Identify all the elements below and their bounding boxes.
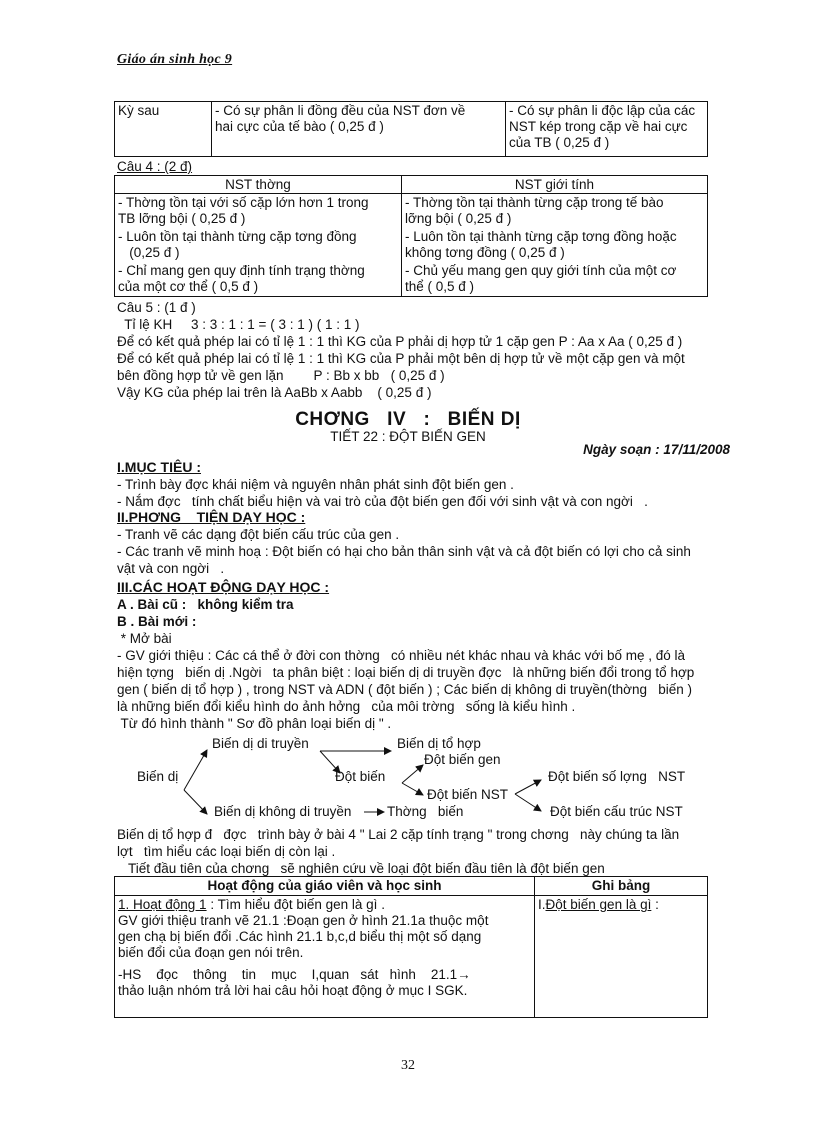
body-line: * Mở bài (117, 631, 172, 646)
arrow-to-number-mutation (515, 780, 541, 794)
activity-label: 1. Hoạt động 1 (118, 897, 207, 912)
lesson-title: TIẾT 22 : ĐỘT BIẾN GEN (330, 429, 486, 444)
node-bien-di: Biến dị (137, 769, 179, 784)
after-diagram-text (117, 826, 679, 877)
body-line: - Trình bày đợc khái niệm và nguyên nhân phát sinh đột biến gen . (117, 477, 514, 492)
page-number: 32 (401, 1058, 415, 1073)
cell-line: - Có sự phân li độc lập của các (509, 103, 696, 118)
cell-line: - Chủ yếu mang gen quy giới tính của một cơ (405, 263, 677, 278)
activity-head-left: Hoạt động của giáo viên và học sinh (115, 877, 535, 896)
node-gene-mutation: Đột biến gen (424, 752, 501, 767)
cau5-line: bên đồng hợp tử về gen lặn P : Bb x bb ( 0,25 đ ) (117, 368, 445, 383)
cell-line: - Thờng tồn tại với số cặp lớn hơn 1 trong (118, 195, 369, 210)
body-line: Biến dị tổ hợp đ đợc trình bày ở bài 4 " Lai 2 cặp tính trạng " trong chơng này chúng ta lần (117, 827, 680, 842)
node-number-mutation: Đột biến số lợng NST (548, 769, 686, 784)
body-line: vật và con ngời . (117, 561, 225, 576)
body-line: Từ đó hình thành " Sơ đồ phân loại biến dị " . (117, 716, 392, 731)
activity-rest: : Tìm hiểu đột biến gen là gì . (206, 897, 385, 912)
body-line: - Các tranh vẽ minh hoạ : Đột biến có hại cho bản thân sinh vật và cả đột biến có lợi cho cả sinh (117, 544, 691, 559)
activity-line: biến đổi của đoạn gen nói trên. (118, 945, 304, 960)
node-chromosome-mutation: Đột biến NST (427, 787, 509, 802)
new-lesson-line: B . Bài mới : (117, 614, 197, 629)
body-line: - Tranh vẽ các dạng đột biến cấu trúc của gen . (117, 527, 400, 542)
node-structure-mutation: Đột biến cấu trúc NST (550, 804, 683, 819)
cell-line: lỡng bội ( 0,25 đ ) (405, 211, 512, 226)
activity-head-right: Ghi bảng (535, 877, 708, 896)
node-heritable: Biến dị di truyền (212, 736, 309, 751)
cell-line: thể ( 0,5 đ ) (405, 279, 475, 294)
cell-line: - Có sự phân li đồng đều của NST đơn về (215, 103, 466, 118)
section-title: II.PHƠNG TIỆN DẠY HỌC : (117, 509, 306, 525)
cell-line: (0,25 đ ) (118, 245, 180, 260)
cell-line: không tơng đồng ( 0,25 đ ) (405, 245, 565, 260)
arrow-to-structure-mutation (515, 794, 541, 811)
cell-line: của một cơ thể ( 0,5 đ ) (118, 279, 259, 294)
cau5-line: Tỉ lệ KH 3 : 3 : 1 : 1 = ( 3 : 1 ) ( 1 : 1 ) (117, 317, 360, 332)
date-line: Ngày soạn : 17/11/2008 (583, 442, 730, 457)
board-suffix: : (651, 897, 659, 912)
running-header: Giáo án sinh học 9 (117, 52, 233, 67)
body-line: - Nắm đợc tính chất biểu hiện và vai trò của đột biến gen đối với sinh vật và con ngời . (117, 494, 648, 509)
body-line: hiện tợng biến dị .Ngời ta phân biệt : loại biến dị di truyền đợc là những biến đổi trong tổ hợp (117, 665, 695, 680)
cell-line: của TB ( 0,25 đ ) (509, 135, 610, 150)
activity-line: gen chạ bị biến đổi .Các hình 21.1 b,c,d biểu thị một số dạng (118, 929, 482, 944)
cell-line: - Chỉ mang gen quy định tính trạng thờng (118, 263, 365, 278)
activity-line: -HS đọc thông tin mục I,quan sát hình 21.1→ (118, 967, 471, 982)
arrow-to-gene-mutation (402, 765, 423, 783)
arrow-to-chromosome-mutation (402, 783, 423, 795)
body-line: - GV giới thiệu : Các cá thể ở đời con thờng có nhiều nét khác nhau và khác với bố mẹ , đó là (117, 648, 686, 663)
ky-sau-label: Kỳ sau (115, 102, 212, 157)
cell-line: TB lỡng bội ( 0,25 đ ) (118, 211, 246, 226)
activity-line (118, 897, 531, 913)
body-line: Tiết đầu tiên của chơng sẽ nghiên cứu về loại đột biến đầu tiên là đột biến gen (117, 861, 605, 876)
cell-line: hai cực của tế bào ( 0,25 đ ) (215, 119, 384, 134)
section-title: I.MỤC TIÊU : (117, 459, 201, 475)
cau5-line: Vậy KG của phép lai trên là AaBb x Aabb ( 0,25 đ ) (117, 385, 432, 400)
cau5-line: Để có kết quả phép lai có tỉ lệ 1 : 1 thì KG của P phải một bên dị hợp tử về một cặp gen và một (117, 351, 685, 366)
arrow-to-heritable (184, 750, 207, 790)
nst-head-left: NST thờng (115, 176, 402, 194)
board-title: Đột biến gen là gì (545, 897, 652, 912)
activity-line: thảo luận nhóm trả lời hai câu hỏi hoạt động ở mục I SGK. (118, 983, 468, 998)
section-title: III.CÁC HOẠT ĐỘNG DẠY HỌC : (117, 579, 330, 595)
activity-line: GV giới thiệu tranh vẽ 21.1 :Đoạn gen ở hình 21.1a thuộc một (118, 913, 489, 928)
old-lesson-line: A . Bài cũ : không kiểm tra (117, 597, 294, 612)
cell-line: - Thờng tồn tại thành từng cặp trong tế bào (405, 195, 664, 210)
activity-table (114, 876, 708, 1018)
body-line: lợt tìm hiểu các loại biến dị còn lại . (117, 844, 336, 859)
cell-line: - Luôn tồn tại thành từng cặp tơng đồng hoặc (405, 229, 677, 244)
activity-left-cell (115, 896, 535, 1018)
cell-line: - Luôn tồn tại thành từng cặp tơng đồng (118, 229, 357, 244)
node-recombination: Biến dị tổ hợp (397, 736, 481, 751)
node-modification: Thờng biến (387, 804, 464, 819)
body-line: là những biến đổi kiểu hình do ảnh hởng của môi trờng sống là kiểu hình . (117, 699, 576, 714)
body-line: gen ( biến dị tổ hợp ) , trong NST và ADN ( đột biến ) ; Các biến dị không di truyền(thờng biến ) (117, 682, 693, 697)
cau5-line: Để có kết quả phép lai có tỉ lệ 1 : 1 thì KG của P phải dị hợp tử 1 cặp gen P : Aa x Aa ( 0,25 đ ) (117, 334, 683, 349)
cau4-label: Câu 4 : (2 đ) (117, 159, 193, 174)
activity-right-cell (535, 896, 708, 1018)
chapter-title: CHƠNG IV : BIẾN DỊ (295, 409, 521, 430)
board-prefix: I. (538, 897, 546, 912)
cau5-label: Câu 5 : (1 đ ) (117, 300, 196, 315)
node-mutation: Đột biến (335, 769, 386, 784)
cell-line: NST kép trong cặp về hai cực (509, 119, 688, 134)
nst-head-right: NST giới tính (402, 176, 708, 194)
arrow-to-non-heritable (184, 790, 207, 814)
node-non-heritable: Biến dị không di truyền (214, 804, 352, 819)
